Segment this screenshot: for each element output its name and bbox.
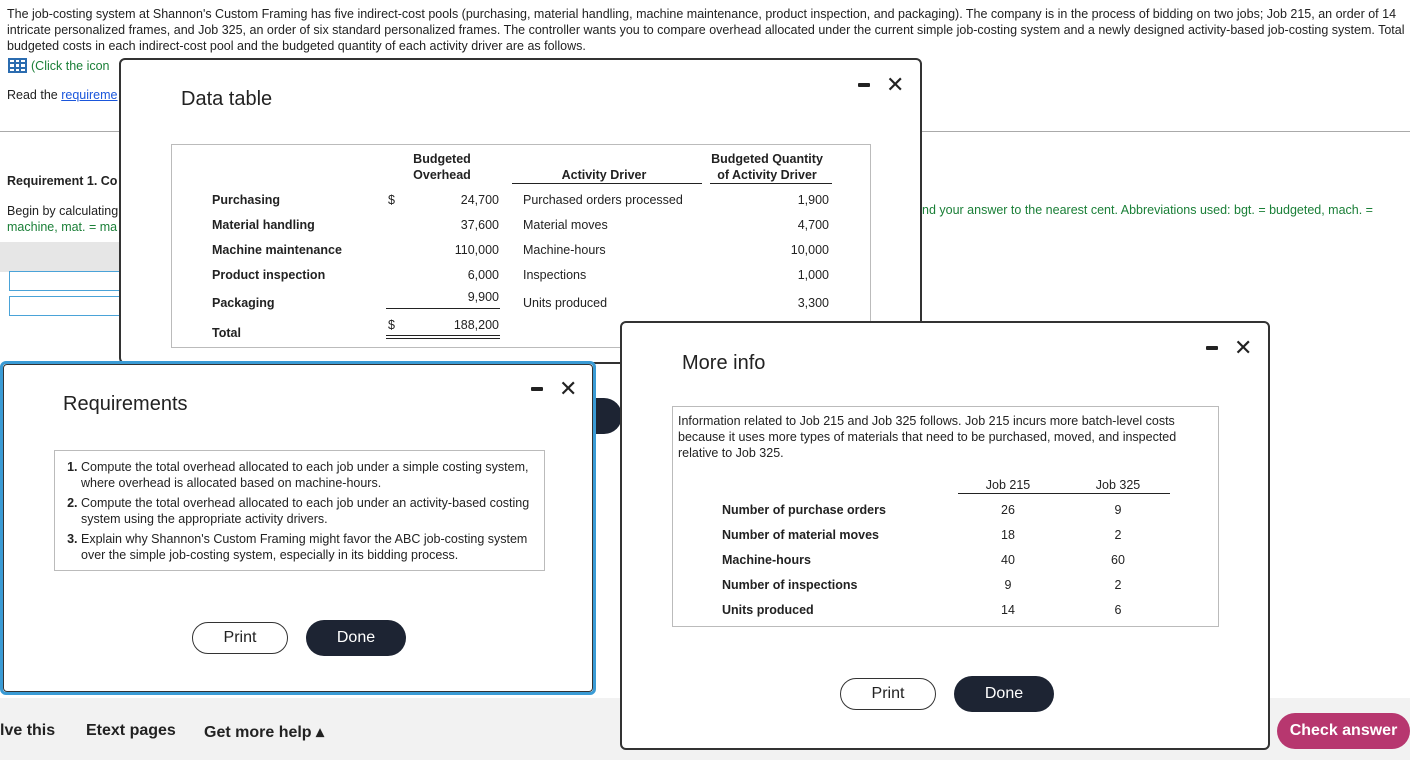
activity-driver: Units produced <box>523 296 608 310</box>
driver-quantity: 4,700 <box>797 218 829 232</box>
requirements-title: Requirements <box>63 393 188 415</box>
minimize-icon[interactable] <box>858 83 870 87</box>
more-info-dialog <box>620 321 1270 750</box>
driver-quantity: 1,900 <box>797 193 829 207</box>
more-info-window-controls <box>1206 337 1252 359</box>
info-label: Number of inspections <box>722 578 858 592</box>
job-215-value: 18 <box>1001 528 1015 542</box>
driver-quantity: 1,000 <box>797 268 829 282</box>
data-table-window-controls <box>858 74 904 96</box>
activity-driver: Machine-hours <box>523 243 606 257</box>
etext-pages-link[interactable]: Etext pages <box>86 722 176 739</box>
info-label: Number of purchase orders <box>722 503 886 517</box>
total-dollar-sign: $ <box>388 318 395 332</box>
problem-intro: The job-costing system at Shannon's Custom Framing has five indirect-cost pools (purchasing, material handling, machine maintenance, product inspection, and packaging). The company is in the process of bidding on two jobs; Job 215, an order of 14 intricate personalized frames, and Job 325, an order of six standard personalized frames. The controller wants you to compare overhead allocated under the current simple job-costing system and a newly designed activity-based job-costing system. Total budgeted costs in each indirect-cost pool and the budgeted quantity of each activity driver are as follows. <box>7 7 1405 53</box>
overhead-value: 6,000 <box>467 268 499 282</box>
requirement-item: 3. Explain why Shannon's Custom Framing might favor the ABC job-costing system over the simple job-costing system, especially in its bidding process. <box>81 531 534 563</box>
activity-driver: Purchased orders processed <box>523 193 683 207</box>
data-table-title: Data table <box>181 88 273 110</box>
requirement-1-label: Requirement 1. Co <box>7 174 118 188</box>
minimize-icon[interactable] <box>531 387 543 391</box>
data-table <box>171 144 871 348</box>
done-button[interactable]: Done <box>954 676 1054 712</box>
answer-input-2[interactable] <box>9 296 124 316</box>
get-more-help-link[interactable]: Get more help ▴ <box>204 724 325 741</box>
check-answer-button[interactable]: Check answer <box>1277 713 1410 749</box>
job-325-value: 9 <box>1114 503 1122 517</box>
job-215-value: 40 <box>1001 553 1015 567</box>
overhead-value: 37,600 <box>460 218 499 232</box>
header-underline <box>958 493 1170 494</box>
info-label: Units produced <box>722 603 814 617</box>
overhead-value: 9,900 <box>467 290 499 304</box>
done-button[interactable]: Done <box>306 620 406 656</box>
read-prefix: Read the <box>7 88 62 102</box>
data-table-link[interactable] <box>8 58 110 73</box>
job-info-table <box>672 406 1219 627</box>
header-qty-line1: Budgeted Quantity <box>711 152 823 166</box>
job-325-value: 2 <box>1114 528 1122 542</box>
job-215-value: 14 <box>1001 603 1015 617</box>
header-qty-line2: of Activity Driver <box>717 168 817 182</box>
begin-instructions <box>7 203 118 235</box>
overhead-value: 24,700 <box>460 193 499 207</box>
answer-header-row <box>0 242 125 272</box>
pool-name: Product inspection <box>212 268 326 282</box>
driver-quantity: 3,300 <box>797 296 829 310</box>
more-info-title: More info <box>682 352 766 374</box>
begin-line-2: machine, mat. = ma <box>7 220 118 234</box>
requirements-list <box>65 459 534 563</box>
header-underline-driver <box>512 183 702 184</box>
total-rule <box>386 308 500 309</box>
job-325-value: 6 <box>1114 603 1122 617</box>
header-budgeted-quantity <box>692 151 842 183</box>
data-table-dialog <box>119 58 922 364</box>
print-button[interactable]: Print <box>840 678 936 710</box>
header-overhead-line2: Overhead <box>413 168 471 182</box>
info-label: Number of material moves <box>722 528 879 542</box>
header-activity-driver: Activity Driver <box>561 168 647 182</box>
total-label: Total <box>212 326 241 340</box>
pool-name: Material handling <box>212 218 315 232</box>
hidden-done-button[interactable] <box>592 398 622 434</box>
total-double-rule-2 <box>386 338 500 339</box>
pool-name: Purchasing <box>212 193 281 207</box>
job-info-description: Information related to Job 215 and Job 325 follows. Job 215 incurs more batch-level costs because it uses more types of materials that need to be purchased, moved, and inspected relative to Job 325. <box>678 414 1177 460</box>
close-icon[interactable]: ✕ <box>1234 335 1253 360</box>
answer-input-1[interactable] <box>9 271 124 291</box>
print-button[interactable]: Print <box>192 622 288 654</box>
overhead-value: 110,000 <box>454 243 499 257</box>
requirements-window-controls <box>531 378 577 400</box>
rounding-hint: nd your answer to the nearest cent. Abbreviations used: bgt. = budgeted, mach. = <box>922 203 1373 217</box>
begin-line-1: Begin by calculating <box>7 204 119 218</box>
job-325-value: 2 <box>1114 578 1122 592</box>
driver-quantity: 10,000 <box>790 243 829 257</box>
info-label: Machine-hours <box>722 553 811 567</box>
requirements-link[interactable]: requireme <box>61 88 118 102</box>
read-requirements-line <box>7 88 118 102</box>
close-icon[interactable]: ✕ <box>559 376 578 401</box>
header-budgeted-overhead <box>392 151 492 183</box>
table-icon[interactable] <box>8 58 27 73</box>
minimize-icon[interactable] <box>1206 346 1218 350</box>
job-215-value: 9 <box>1004 578 1012 592</box>
header-underline-qty <box>710 183 832 184</box>
job-215-value: 26 <box>1001 503 1015 517</box>
requirement-item: 2. Compute the total overhead allocated to each job under an activity-based costing system using the appropriate activity drivers. <box>81 495 534 527</box>
pool-name: Machine maintenance <box>212 243 342 257</box>
header-job-325: Job 325 <box>1095 478 1141 492</box>
total-double-rule-1 <box>386 335 500 336</box>
activity-driver: Material moves <box>523 218 608 232</box>
activity-driver: Inspections <box>523 268 587 282</box>
job-325-value: 60 <box>1111 553 1125 567</box>
click-icon-text[interactable]: (Click the icon <box>31 58 110 73</box>
close-icon[interactable]: ✕ <box>886 72 905 97</box>
requirements-dialog <box>0 361 596 695</box>
total-overhead-value: 188,200 <box>453 318 499 332</box>
header-overhead-line1: Budgeted <box>413 152 471 166</box>
requirements-list-box <box>54 450 545 571</box>
solve-this-link[interactable]: lve this <box>0 722 56 739</box>
dollar-sign: $ <box>388 193 395 207</box>
requirement-item: 1. Compute the total overhead allocated to each job under a simple costing system, where overhead is allocated based on machine-hours. <box>81 459 534 491</box>
pool-name: Packaging <box>212 296 275 310</box>
header-job-215: Job 215 <box>985 478 1031 492</box>
